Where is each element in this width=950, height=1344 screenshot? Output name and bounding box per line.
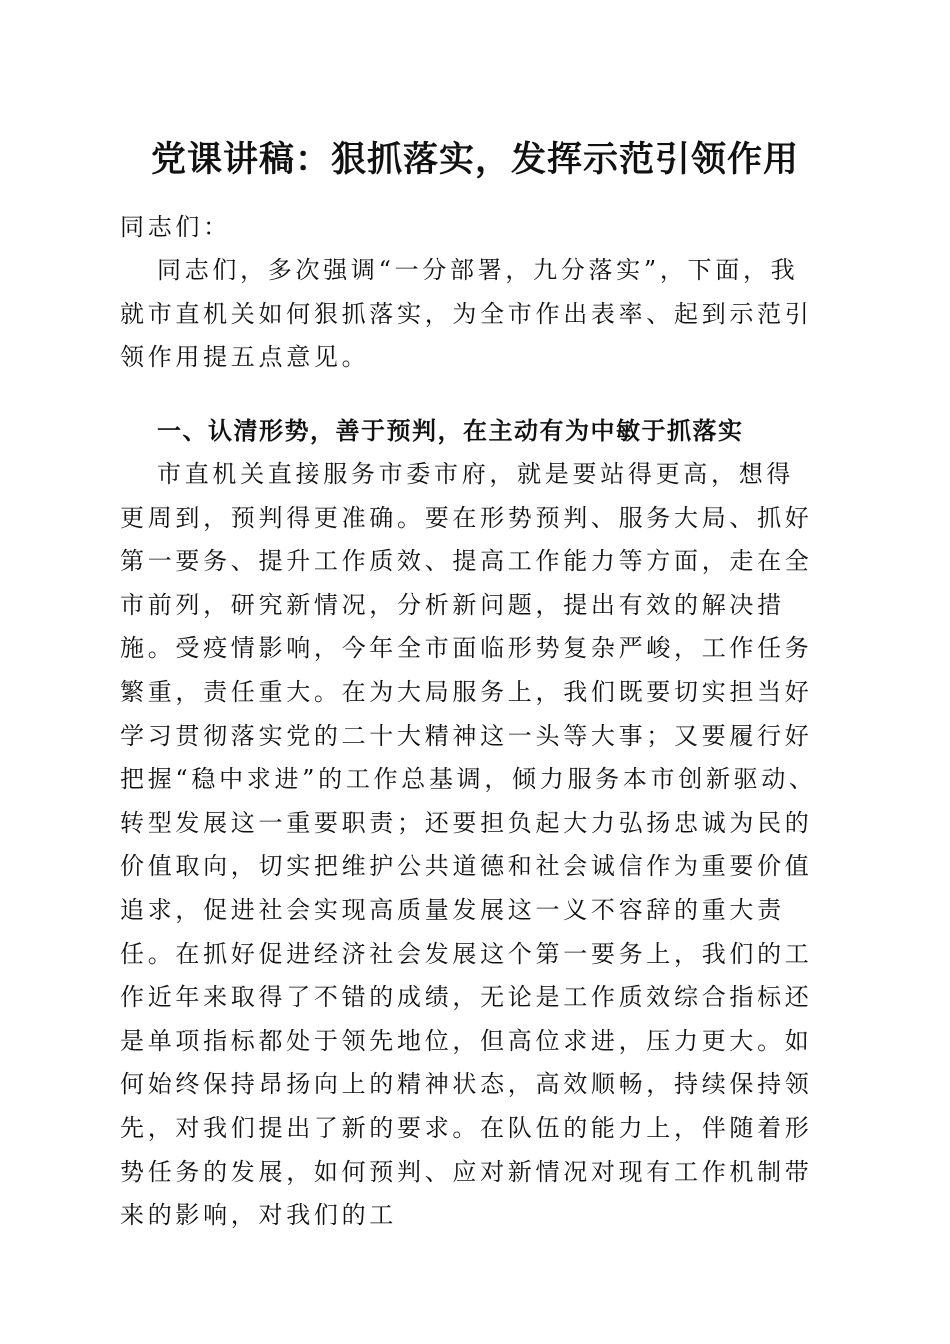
document-title: 党课讲稿：狠抓落实，发挥示范引领作用 [150,139,799,180]
section-heading: 一、认清形势，善于预判，在主动有为中敏于抓落实 [157,417,744,445]
section-paragraph: 市直机关直接服务市委市府，就是要站得更高，想得更周到，预判得更准确。要在形势预判、服务大局、抓好第一要务、提升工作质效、提高工作能力等方面，走在全市前列，研究新情况，分析新问题，提出有效的解决措施。受疫情影响，今年全市面临形势复杂严峻，工作任务繁重，责任重大。在为大局服务上，我们既要切实担当好学习贯彻落实党的二十大精神这一头等大事；又要履行好把握“稳中求进”的工作总基调，倾力服务本市创新驱动、转型发展这一重要职责；还要担负起大力弘扬忠诚为民的价值取向，切实把维护公共道德和社会诚信作为重要价值追求，促进社会实现高质量发展这一义不容辞的重大责任。在抓好促进经济社会发展这个第一要务上，我们的工作近年来取得了不错的成绩，无论是工作质效综合指标还是单项指标都处于领先地位，但高位求进，压力更大。如何始终保持昂扬向上的精神状态，高效顺畅，持续保持领先，对我们提出了新的要求。在队伍的能力上，伴随着形势任务的发展，如何预判、应对新情况对现有工作机制带来的影响，对我们的工 [120,460,817,1230]
salutation: 同志们： [120,213,231,241]
intro-paragraph: 同志们，多次强调“一分部署，九分落实”，下面，我就市直机关如何狠抓落实，为全市作出表率、起到示范引领作用提五点意见。 [120,256,813,372]
